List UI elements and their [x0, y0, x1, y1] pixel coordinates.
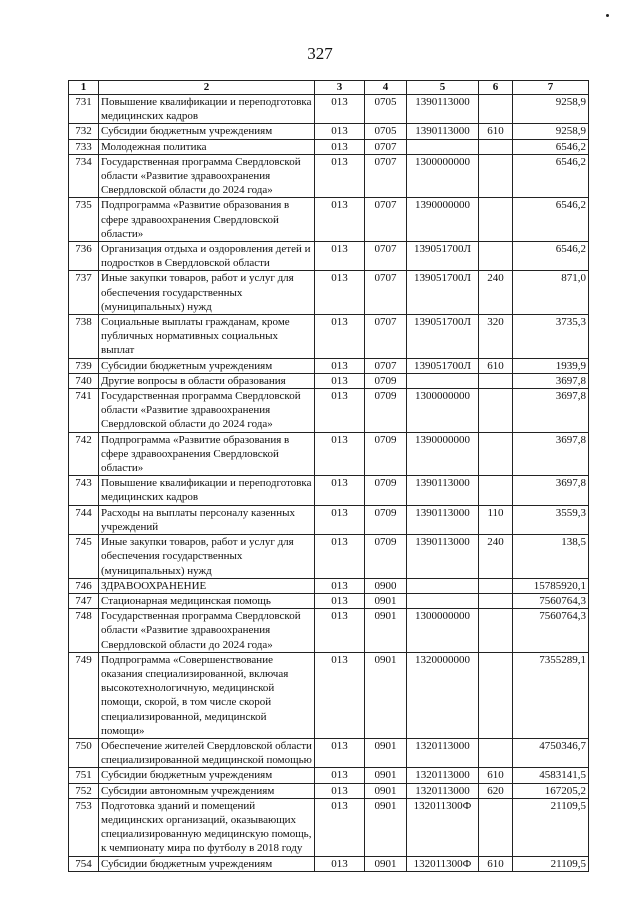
row-ministry-code: 013 — [315, 783, 365, 798]
row-name: Подпрограмма «Развитие образования в сфере здравоохранения Свердловской области» — [99, 198, 315, 242]
row-ministry-code: 013 — [315, 315, 365, 359]
row-name: Субсидии бюджетным учреждениям — [99, 856, 315, 871]
row-amount: 15785920,1 — [513, 578, 589, 593]
row-expense-type-code — [479, 738, 513, 767]
table-row — [69, 242, 589, 271]
row-number: 749 — [69, 652, 99, 738]
row-ministry-code: 013 — [315, 798, 365, 856]
row-target-code — [407, 593, 479, 608]
table-row — [69, 652, 589, 738]
header-col-5: 5 — [407, 81, 479, 95]
table-row — [69, 768, 589, 783]
row-target-code: 1320113000 — [407, 783, 479, 798]
row-amount: 7560764,3 — [513, 609, 589, 653]
row-section-code: 0709 — [365, 373, 407, 388]
row-section-code: 0901 — [365, 768, 407, 783]
row-name: Подпрограмма «Развитие образования в сфере здравоохранения Свердловской области» — [99, 432, 315, 476]
row-name: Субсидии бюджетным учреждениям — [99, 768, 315, 783]
row-name: Подпрограмма «Совершенствование оказания специализированной, включая высокотехнологичную, медицинской помощи, скорой, в том числе скорой специализированной, медицинской помощи» — [99, 652, 315, 738]
row-number: 735 — [69, 198, 99, 242]
row-number: 741 — [69, 389, 99, 433]
row-expense-type-code — [479, 476, 513, 505]
row-amount: 9258,9 — [513, 124, 589, 139]
row-amount: 3697,8 — [513, 389, 589, 433]
row-number: 742 — [69, 432, 99, 476]
row-amount: 6546,2 — [513, 198, 589, 242]
row-expense-type-code — [479, 578, 513, 593]
row-number: 732 — [69, 124, 99, 139]
row-target-code: 1390000000 — [407, 432, 479, 476]
row-name: Государственная программа Свердловской области «Развитие здравоохранения Свердловской области до 2024 года» — [99, 154, 315, 198]
row-expense-type-code — [479, 798, 513, 856]
row-amount: 4583141,5 — [513, 768, 589, 783]
row-number: 734 — [69, 154, 99, 198]
row-target-code: 1390113000 — [407, 95, 479, 124]
table-row — [69, 315, 589, 359]
row-amount: 3697,8 — [513, 373, 589, 388]
row-ministry-code: 013 — [315, 432, 365, 476]
row-target-code: 139051700Л — [407, 315, 479, 359]
row-expense-type-code — [479, 154, 513, 198]
row-expense-type-code — [479, 432, 513, 476]
row-target-code: 1390113000 — [407, 124, 479, 139]
row-section-code: 0901 — [365, 798, 407, 856]
row-expense-type-code — [479, 652, 513, 738]
row-ministry-code: 013 — [315, 652, 365, 738]
row-target-code: 1300000000 — [407, 389, 479, 433]
row-section-code: 0901 — [365, 652, 407, 738]
row-name: Субсидии бюджетным учреждениям — [99, 124, 315, 139]
row-name: Субсидии автономным учреждениям — [99, 783, 315, 798]
row-ministry-code: 013 — [315, 535, 365, 579]
table-row — [69, 95, 589, 124]
table-row — [69, 139, 589, 154]
row-target-code: 1300000000 — [407, 154, 479, 198]
row-name: Стационарная медицинская помощь — [99, 593, 315, 608]
row-number: 731 — [69, 95, 99, 124]
row-ministry-code: 013 — [315, 271, 365, 315]
row-name: Расходы на выплаты персоналу казенных учреждений — [99, 505, 315, 534]
row-amount: 9258,9 — [513, 95, 589, 124]
row-target-code — [407, 578, 479, 593]
row-amount: 3697,8 — [513, 476, 589, 505]
row-ministry-code: 013 — [315, 609, 365, 653]
row-target-code: 1320113000 — [407, 738, 479, 767]
row-expense-type-code — [479, 242, 513, 271]
row-expense-type-code: 610 — [479, 358, 513, 373]
row-number: 751 — [69, 768, 99, 783]
row-number: 745 — [69, 535, 99, 579]
row-ministry-code: 013 — [315, 578, 365, 593]
row-ministry-code: 013 — [315, 389, 365, 433]
row-name: Организация отдыха и оздоровления детей и подростков в Свердловской области — [99, 242, 315, 271]
table-row — [69, 798, 589, 856]
table-row — [69, 198, 589, 242]
row-section-code: 0709 — [365, 476, 407, 505]
row-name: Подготовка зданий и помещений медицинских организаций, оказывающих специализированную медицинскую помощь, к чемпионату мира по футболу в 2018 году — [99, 798, 315, 856]
corner-dot-mark — [606, 14, 609, 17]
row-target-code — [407, 373, 479, 388]
row-amount: 6546,2 — [513, 154, 589, 198]
table-row — [69, 373, 589, 388]
row-amount: 6546,2 — [513, 139, 589, 154]
row-expense-type-code: 240 — [479, 535, 513, 579]
budget-table — [68, 80, 589, 872]
table-row — [69, 783, 589, 798]
table-row — [69, 271, 589, 315]
row-amount: 138,5 — [513, 535, 589, 579]
row-expense-type-code: 620 — [479, 783, 513, 798]
row-section-code: 0709 — [365, 505, 407, 534]
row-ministry-code: 013 — [315, 358, 365, 373]
table-row — [69, 578, 589, 593]
table-row — [69, 154, 589, 198]
row-target-code: 1300000000 — [407, 609, 479, 653]
row-ministry-code: 013 — [315, 198, 365, 242]
row-section-code: 0707 — [365, 198, 407, 242]
row-expense-type-code — [479, 593, 513, 608]
row-expense-type-code: 320 — [479, 315, 513, 359]
row-amount: 3735,3 — [513, 315, 589, 359]
row-name: Обеспечение жителей Свердловской области специализированной медицинской помощью — [99, 738, 315, 767]
row-number: 736 — [69, 242, 99, 271]
row-ministry-code: 013 — [315, 154, 365, 198]
row-target-code: 1390000000 — [407, 198, 479, 242]
row-number: 739 — [69, 358, 99, 373]
row-number: 752 — [69, 783, 99, 798]
row-number: 743 — [69, 476, 99, 505]
row-name: Социальные выплаты гражданам, кроме публичных нормативных социальных выплат — [99, 315, 315, 359]
row-ministry-code: 013 — [315, 95, 365, 124]
page-number: 327 — [307, 44, 333, 63]
row-ministry-code: 013 — [315, 476, 365, 505]
header-col-6: 6 — [479, 81, 513, 95]
row-number: 748 — [69, 609, 99, 653]
row-ministry-code: 013 — [315, 768, 365, 783]
row-number: 754 — [69, 856, 99, 871]
row-target-code: 1390113000 — [407, 476, 479, 505]
row-expense-type-code — [479, 609, 513, 653]
table-row — [69, 593, 589, 608]
row-name: Другие вопросы в области образования — [99, 373, 315, 388]
row-section-code: 0709 — [365, 535, 407, 579]
row-expense-type-code — [479, 139, 513, 154]
row-name: Повышение квалификации и переподготовка медицинских кадров — [99, 476, 315, 505]
row-target-code: 132011300Ф — [407, 856, 479, 871]
row-number: 740 — [69, 373, 99, 388]
row-expense-type-code: 610 — [479, 856, 513, 871]
row-amount: 1939,9 — [513, 358, 589, 373]
row-name: Молодежная политика — [99, 139, 315, 154]
header-col-3: 3 — [315, 81, 365, 95]
row-amount: 3559,3 — [513, 505, 589, 534]
row-expense-type-code: 610 — [479, 124, 513, 139]
table-row — [69, 609, 589, 653]
row-section-code: 0707 — [365, 271, 407, 315]
row-amount: 3697,8 — [513, 432, 589, 476]
table-row — [69, 389, 589, 433]
row-amount: 7355289,1 — [513, 652, 589, 738]
row-expense-type-code: 240 — [479, 271, 513, 315]
row-section-code: 0901 — [365, 609, 407, 653]
row-target-code: 132011300Ф — [407, 798, 479, 856]
row-section-code: 0900 — [365, 578, 407, 593]
row-name: Повышение квалификации и переподготовка медицинских кадров — [99, 95, 315, 124]
row-section-code: 0707 — [365, 315, 407, 359]
row-section-code: 0709 — [365, 432, 407, 476]
table-row — [69, 738, 589, 767]
row-section-code: 0707 — [365, 358, 407, 373]
table-row — [69, 476, 589, 505]
row-number: 753 — [69, 798, 99, 856]
row-number: 738 — [69, 315, 99, 359]
row-expense-type-code — [479, 198, 513, 242]
row-section-code: 0901 — [365, 593, 407, 608]
row-name: Государственная программа Свердловской области «Развитие здравоохранения Свердловской области до 2024 года» — [99, 389, 315, 433]
table-row — [69, 856, 589, 871]
row-ministry-code: 013 — [315, 738, 365, 767]
row-amount: 21109,5 — [513, 856, 589, 871]
row-amount: 167205,2 — [513, 783, 589, 798]
row-target-code: 139051700Л — [407, 242, 479, 271]
row-section-code: 0901 — [365, 738, 407, 767]
header-col-2: 2 — [99, 81, 315, 95]
row-number: 750 — [69, 738, 99, 767]
row-expense-type-code — [479, 95, 513, 124]
row-section-code: 0901 — [365, 856, 407, 871]
header-col-7: 7 — [513, 81, 589, 95]
row-number: 746 — [69, 578, 99, 593]
row-number: 737 — [69, 271, 99, 315]
row-name: Государственная программа Свердловской области «Развитие здравоохранения Свердловской области до 2024 года» — [99, 609, 315, 653]
row-ministry-code: 013 — [315, 139, 365, 154]
header-col-4: 4 — [365, 81, 407, 95]
row-target-code — [407, 139, 479, 154]
row-section-code: 0707 — [365, 139, 407, 154]
row-target-code: 1320113000 — [407, 768, 479, 783]
row-name: Иные закупки товаров, работ и услуг для обеспечения государственных (муниципальных) нужд — [99, 535, 315, 579]
row-expense-type-code — [479, 373, 513, 388]
row-number: 733 — [69, 139, 99, 154]
row-name: Субсидии бюджетным учреждениям — [99, 358, 315, 373]
row-ministry-code: 013 — [315, 856, 365, 871]
row-section-code: 0705 — [365, 124, 407, 139]
row-amount: 6546,2 — [513, 242, 589, 271]
header-col-1: 1 — [69, 81, 99, 95]
table-row — [69, 124, 589, 139]
row-amount: 871,0 — [513, 271, 589, 315]
row-ministry-code: 013 — [315, 505, 365, 534]
row-section-code: 0707 — [365, 154, 407, 198]
row-amount: 21109,5 — [513, 798, 589, 856]
row-target-code: 1320000000 — [407, 652, 479, 738]
row-number: 744 — [69, 505, 99, 534]
row-expense-type-code: 610 — [479, 768, 513, 783]
table-row — [69, 358, 589, 373]
row-expense-type-code — [479, 389, 513, 433]
row-section-code: 0709 — [365, 389, 407, 433]
table-header-row — [69, 81, 589, 95]
row-name: Иные закупки товаров, работ и услуг для обеспечения государственных (муниципальных) нужд — [99, 271, 315, 315]
table-row — [69, 505, 589, 534]
row-amount: 4750346,7 — [513, 738, 589, 767]
table-row — [69, 535, 589, 579]
row-ministry-code: 013 — [315, 242, 365, 271]
row-section-code: 0707 — [365, 242, 407, 271]
row-amount: 7560764,3 — [513, 593, 589, 608]
row-expense-type-code: 110 — [479, 505, 513, 534]
row-ministry-code: 013 — [315, 593, 365, 608]
row-ministry-code: 013 — [315, 373, 365, 388]
row-target-code: 139051700Л — [407, 271, 479, 315]
row-number: 747 — [69, 593, 99, 608]
row-section-code: 0705 — [365, 95, 407, 124]
row-target-code: 139051700Л — [407, 358, 479, 373]
table-row — [69, 432, 589, 476]
row-section-code: 0901 — [365, 783, 407, 798]
row-ministry-code: 013 — [315, 124, 365, 139]
row-target-code: 1390113000 — [407, 535, 479, 579]
row-target-code: 1390113000 — [407, 505, 479, 534]
row-name: ЗДРАВООХРАНЕНИЕ — [99, 578, 315, 593]
